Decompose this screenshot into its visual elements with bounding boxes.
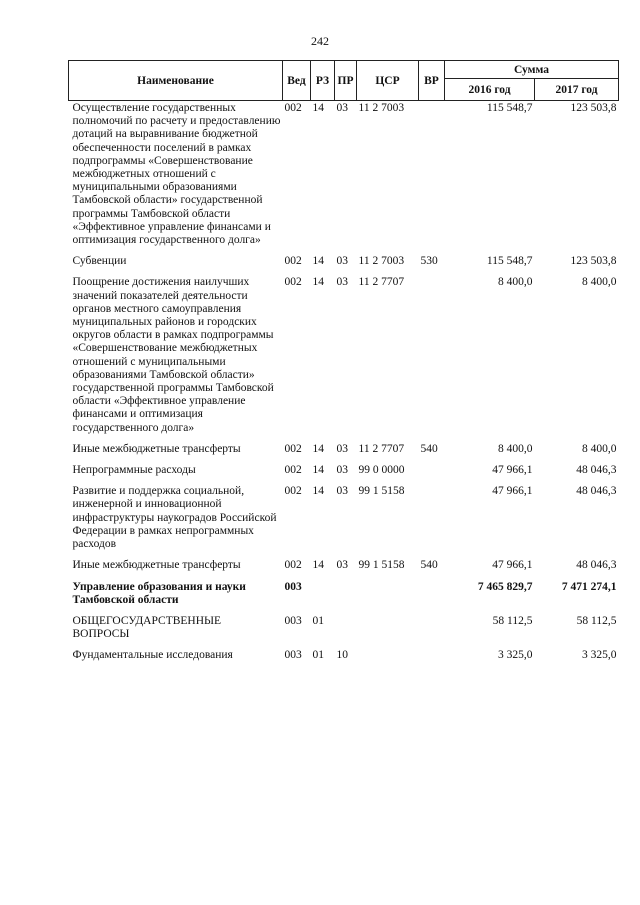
cell-ved: 002 — [284, 464, 302, 477]
table-row — [69, 442, 619, 463]
cell-y2017: 8 400,0 — [582, 442, 617, 455]
cell-pr: 03 — [336, 559, 348, 572]
cell-name: Иные межбюджетные трансферты — [72, 559, 241, 572]
table-row — [69, 648, 619, 669]
cell-y2017: 7 471 274,1 — [561, 580, 617, 593]
cell-name: ОБЩЕГОСУДАРСТВЕННЫЕ ВОПРОСЫ — [72, 614, 222, 641]
cell-ved: 002 — [284, 276, 302, 289]
cell-y2017: 48 046,3 — [576, 464, 617, 477]
cell-rz: 01 — [312, 614, 324, 627]
cell-ved: 002 — [284, 485, 302, 498]
cell-name: Развитие и поддержка социальной, инженерной и инновационной инфраструктуры наукоградов Российской Федерации в рамках непрограммных расходов — [72, 485, 277, 551]
cell-ved: 003 — [284, 649, 302, 662]
cell-y2016: 8 400,0 — [498, 276, 533, 289]
cell-ved: 003 — [284, 580, 302, 593]
cell-y2017: 48 046,3 — [576, 559, 617, 572]
cell-name: Иные межбюджетные трансферты — [72, 442, 241, 455]
header-pr: ПР — [335, 61, 357, 101]
cell-y2016: 58 112,5 — [492, 614, 533, 627]
table-row — [69, 580, 619, 614]
cell-csr: 99 1 5158 — [358, 559, 405, 572]
cell-y2016: 7 465 829,7 — [477, 580, 533, 593]
cell-name: Непрограммные расходы — [72, 464, 196, 477]
cell-csr: 11 2 7003 — [358, 255, 405, 268]
cell-y2017: 8 400,0 — [582, 276, 617, 289]
cell-rz: 14 — [312, 559, 324, 572]
header-csr: ЦСР — [357, 61, 419, 101]
cell-y2016: 47 966,1 — [492, 485, 533, 498]
cell-y2017: 123 503,8 — [570, 102, 617, 114]
table-row — [69, 101, 619, 255]
cell-y2016: 8 400,0 — [498, 442, 533, 455]
cell-csr: 99 1 5158 — [358, 485, 405, 498]
cell-name: Фундаментальные исследования — [72, 649, 233, 662]
cell-pr: 03 — [336, 485, 348, 498]
cell-name: Поощрение достижения наилучших значений показателей деятельности органов местного самоуправления муниципальных районов и городских округов области в рамках подпрограммы «Совершенствование межбюджетных отношений с муниципальными образованиями Тамбовской области» государственной программы Тамбовской области «Эффективное управление финансами и оптимизация государственного долга» — [72, 276, 274, 434]
header-vr: ВР — [419, 61, 445, 101]
cell-name: Субвенции — [72, 255, 127, 268]
table-row — [69, 463, 619, 484]
table-row — [69, 614, 619, 648]
cell-y2016: 47 966,1 — [492, 559, 533, 572]
cell-pr: 03 — [336, 442, 348, 455]
cell-vr: 540 — [420, 442, 438, 455]
cell-ved: 002 — [284, 102, 302, 114]
table-row — [69, 484, 619, 558]
cell-vr — [419, 580, 445, 614]
header-rz: РЗ — [311, 61, 335, 101]
cell-vr — [419, 614, 445, 648]
header-ved: Вед — [283, 61, 311, 101]
cell-pr: 10 — [336, 649, 348, 662]
cell-rz: 01 — [312, 649, 324, 662]
cell-pr — [335, 614, 357, 648]
cell-pr: 03 — [336, 464, 348, 477]
cell-ved: 003 — [284, 614, 302, 627]
cell-y2017: 123 503,8 — [570, 255, 617, 268]
cell-vr — [419, 648, 445, 669]
cell-vr — [419, 463, 445, 484]
cell-rz: 14 — [312, 464, 324, 477]
cell-csr: 11 2 7003 — [358, 102, 405, 114]
header-sum: Сумма — [445, 61, 619, 79]
cell-ved: 002 — [284, 559, 302, 572]
cell-csr — [357, 648, 419, 669]
cell-csr: 11 2 7707 — [358, 442, 405, 455]
cell-rz: 14 — [312, 276, 324, 289]
cell-y2016: 3 325,0 — [498, 649, 533, 662]
cell-ved: 002 — [284, 442, 302, 455]
cell-pr — [335, 580, 357, 614]
table-body — [69, 101, 619, 670]
cell-y2016: 115 548,7 — [486, 102, 533, 114]
cell-rz: 14 — [312, 485, 324, 498]
cell-vr — [419, 101, 445, 255]
cell-pr: 03 — [336, 276, 348, 289]
cell-vr — [419, 484, 445, 558]
budget-table — [68, 60, 619, 670]
cell-y2017: 48 046,3 — [576, 485, 617, 498]
cell-name: Осуществление государственных полномочий по расчету и предоставлению дотаций на выравнивание бюджетной обеспеченности поселений в рамках подпрограммы «Совершенствование межбюджетных отношений с муниципальными образованиями Тамбовской области» государственной программы Тамбовской области «Эффективное управление финансами и оптимизация государственного долга» — [72, 102, 281, 247]
cell-y2016: 115 548,7 — [486, 255, 533, 268]
cell-y2016: 47 966,1 — [492, 464, 533, 477]
cell-csr: 99 0 0000 — [358, 464, 405, 477]
cell-y2017: 58 112,5 — [576, 614, 617, 627]
cell-rz: 14 — [312, 255, 324, 268]
table-row — [69, 558, 619, 579]
page-number: 242 — [311, 34, 329, 48]
cell-y2017: 3 325,0 — [582, 649, 617, 662]
cell-pr: 03 — [336, 102, 348, 114]
header-year-2016: 2016 год — [445, 79, 535, 101]
cell-vr: 540 — [420, 559, 438, 572]
table-row — [69, 254, 619, 275]
cell-name: Управление образования и науки Тамбовской области — [72, 580, 246, 606]
header-name: Наименование — [69, 61, 283, 101]
cell-rz: 14 — [312, 442, 324, 455]
cell-vr: 530 — [420, 255, 438, 268]
cell-csr — [357, 580, 419, 614]
cell-rz — [311, 580, 335, 614]
cell-ved: 002 — [284, 255, 302, 268]
cell-csr — [357, 614, 419, 648]
cell-pr: 03 — [336, 255, 348, 268]
table-row — [69, 275, 619, 441]
cell-vr — [419, 275, 445, 441]
cell-rz: 14 — [312, 102, 324, 114]
header-year-2017: 2017 год — [535, 79, 619, 101]
cell-csr: 11 2 7707 — [358, 276, 405, 289]
